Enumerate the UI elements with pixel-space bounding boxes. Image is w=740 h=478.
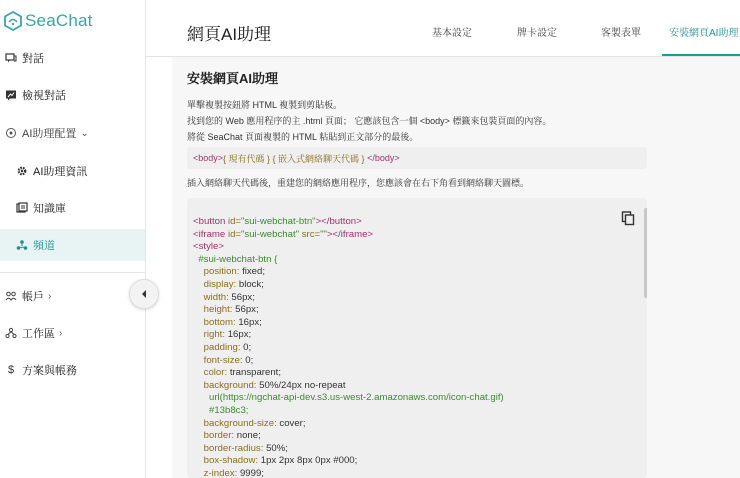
sidebar-item-chat[interactable] (0, 42, 145, 74)
css-value: 9999; (239, 467, 264, 478)
code-line (193, 355, 504, 368)
sidebar-item-ai-config[interactable] (0, 117, 145, 149)
library-icon (16, 202, 28, 214)
css-value: 56px; (235, 304, 259, 316)
gear-icon (16, 165, 28, 177)
sidebar (0, 0, 146, 478)
section-title: 安裝網頁AI助理 (187, 71, 279, 86)
css-properties (193, 266, 504, 478)
collapse-sidebar-button[interactable] (129, 279, 159, 309)
code-lines (193, 216, 504, 478)
page-title: 網頁AI助理 (187, 25, 272, 44)
css-value: 16px; (227, 329, 252, 341)
css-value: transparent; (229, 367, 282, 379)
sidebar-item-label: 檢視對話 (22, 90, 66, 102)
code-line (193, 329, 504, 342)
css-property: color: (203, 367, 228, 379)
seachat-logo-icon (3, 11, 23, 31)
sidebar-item-account[interactable] (0, 280, 145, 312)
instruction-line: 找到您的 Web 應用程序的主 .html 頁面； 它應該包含一個 <body> 標籤來包裝頁面的內容。 (187, 116, 552, 126)
css-value: cover; (279, 417, 306, 429)
css-value: 16px; (238, 316, 262, 328)
css-value: 50%/24px no-repeat (259, 379, 346, 391)
code-line (193, 342, 504, 355)
sidebar-item-label: AI助理資訊 (33, 166, 88, 178)
code-line (193, 380, 504, 393)
review-icon (5, 89, 17, 101)
code-line (193, 455, 504, 468)
snippet-placeholder: { 現有代碼 } { 嵌入式網絡聊天代碼 } (223, 153, 365, 164)
chevron-left-icon (139, 289, 149, 299)
code-line (193, 418, 504, 431)
code-line (193, 279, 504, 292)
sidebar-item-billing[interactable] (0, 354, 145, 386)
dollar-icon: $ (7, 364, 15, 376)
code-line: #sui-webchat-btn { (198, 253, 278, 265)
css-property: background-size: (203, 417, 277, 429)
workspace-icon (5, 327, 17, 339)
ai-icon (5, 127, 17, 139)
css-property: right: (203, 329, 226, 341)
tab-card-settings[interactable]: 牌卡設定 (517, 28, 557, 39)
sidebar-item-label: 帳戶 (22, 291, 44, 303)
sidebar-item-knowledge[interactable] (0, 192, 145, 224)
after-note: 插入網絡聊天代碼後，重建您的網絡應用程序，您應該會在右下角看到網絡聊天圖標。 (187, 178, 530, 188)
code-line (193, 304, 504, 317)
sidebar-item-workspace[interactable] (0, 317, 145, 349)
body-snippet (187, 147, 647, 169)
code-line: <iframe id="sui-webchat" src=""></iframe> (193, 228, 374, 240)
code-line (193, 292, 504, 305)
logo[interactable] (3, 10, 93, 32)
tab-install-widget[interactable]: 安裝網頁AI助理 (669, 28, 739, 39)
css-property: border-radius: (203, 442, 264, 454)
css-value: none; (236, 430, 261, 442)
css-value: 0; (243, 341, 252, 353)
instruction-line: 將從 SeaChat 頁面複製的 HTML 粘貼到正文部分的最後。 (187, 132, 419, 142)
sidebar-divider (0, 272, 145, 273)
code-line (193, 430, 504, 443)
css-property: background: (203, 379, 257, 391)
code-line (193, 392, 504, 405)
chevron-right-icon: › (59, 327, 63, 339)
code-line (193, 443, 504, 456)
code-line (193, 266, 504, 279)
code-line: <style> (193, 241, 224, 253)
css-property: box-shadow: (203, 455, 259, 467)
account-icon (5, 290, 17, 302)
code-line (193, 317, 504, 330)
code-block (187, 198, 647, 478)
chevron-right-icon: › (48, 290, 52, 302)
css-property: font-size: (203, 354, 243, 366)
css-value: fixed; (242, 266, 266, 278)
css-property: border: (203, 430, 235, 442)
css-value: url(https://ngchat-api-dev.s3.us-west-2.amazonaws.com/icon-chat.gif) (209, 392, 504, 404)
snippet-close-tag: </body> (367, 153, 400, 163)
css-property: padding: (203, 341, 241, 353)
css-property: position: (203, 266, 240, 278)
sidebar-item-review[interactable] (0, 79, 145, 111)
code-line (193, 405, 504, 418)
instruction-line: 單擊複製按鈕將 HTML 複製到剪貼板。 (187, 100, 343, 110)
snippet-open-tag: <body> (193, 153, 224, 163)
css-value: 56px; (231, 291, 255, 303)
css-property: display: (203, 278, 237, 290)
css-value: #13b8c3; (209, 404, 249, 416)
chat-icon (5, 52, 17, 64)
sidebar-item-label: 方案與帳務 (22, 365, 77, 377)
css-property: z-index: (203, 467, 238, 478)
tab-custom-form[interactable]: 客製表單 (601, 28, 641, 39)
code-line (193, 367, 504, 380)
sidebar-item-label: 對話 (22, 53, 44, 65)
css-property: bottom: (203, 316, 236, 328)
sidebar-item-label: AI助理配置 (22, 128, 77, 140)
sidebar-item-label: 工作區 (22, 328, 55, 340)
sidebar-item-label: 頻道 (33, 240, 55, 252)
css-property: height: (203, 304, 233, 316)
css-value: 0; (245, 354, 254, 366)
chevron-down-icon: ⌄ (80, 127, 89, 139)
css-property: width: (203, 291, 229, 303)
sidebar-item-channel[interactable] (0, 229, 145, 261)
css-value: 1px 2px 8px 0px #000; (260, 455, 358, 467)
channel-icon (16, 239, 28, 251)
copy-icon[interactable] (620, 210, 636, 226)
logo-text: SeaChat (25, 11, 93, 30)
code-scrollbar[interactable] (644, 208, 647, 298)
code-line: <button id="sui-webchat-btn"></button> (193, 216, 362, 227)
sidebar-item-ai-info[interactable] (0, 155, 145, 187)
tab-basic-settings[interactable]: 基本設定 (432, 28, 472, 39)
code-line (193, 468, 504, 478)
css-value: block; (238, 278, 264, 290)
css-value: 50%; (266, 442, 288, 454)
sidebar-item-label: 知識庫 (33, 203, 66, 215)
